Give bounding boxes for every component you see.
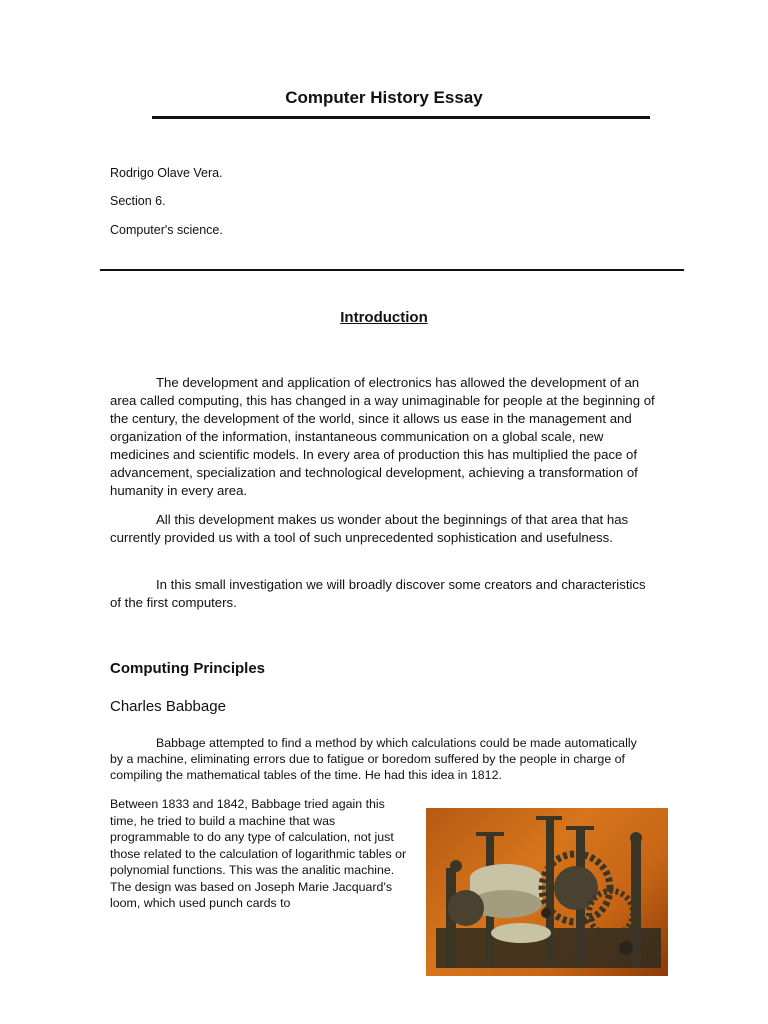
intro-paragraph-1: The development and application of electronics has allowed the development of an area called computing, this has changed in a way unimaginable for people at the beginning of the century, the development of the world, since it allows us ease in the management and organization of the information, instantaneous communication on a global scale, new medicines and scientific models. In every area of production this has multiplied the pace of advancement, specialization and technological development, achieving a transformation of humanity in every area. [110, 375, 655, 498]
charles-babbage-heading: Charles Babbage [110, 698, 226, 715]
computing-principles-heading: Computing Principles [110, 660, 266, 677]
author-name: Rodrigo Olave Vera. [110, 166, 223, 180]
section-number: Section 6. [110, 194, 166, 208]
intro-paragraph-3: In this small investigation we will broadly discover some creators and characteristics of the first computers. [110, 577, 646, 610]
babbage-paragraph-2: Between 1833 and 1842, Babbage tried again this time, he tried to build a machine that was programmable to do any type of calculation, not just those related to the calculation of logarithmic tables or polynomial functions. This was the analitic machine. The design was based on Joseph Marie Jacquard's loom, which used punch cards to [110, 797, 407, 910]
document-title: Computer History Essay [285, 88, 483, 107]
difference-engine-illustration [426, 808, 668, 976]
header-divider [100, 269, 684, 271]
introduction-heading: Introduction [340, 309, 428, 326]
difference-engine-photo [426, 808, 668, 976]
intro-paragraph-2: All this development makes us wonder about the beginnings of that area that has currently provided us with a tool of such unprecedented sophistication and usefulness. [110, 512, 629, 545]
babbage-paragraph-1: Babbage attempted to find a method by which calculations could be made automatically by a machine, eliminating errors due to fatigue or boredom suffered by the people in charge of compiling the mathematical tables of the time. He had this idea in 1812. [110, 736, 637, 782]
course-name: Computer's science. [110, 223, 223, 237]
title-underline [152, 116, 650, 119]
